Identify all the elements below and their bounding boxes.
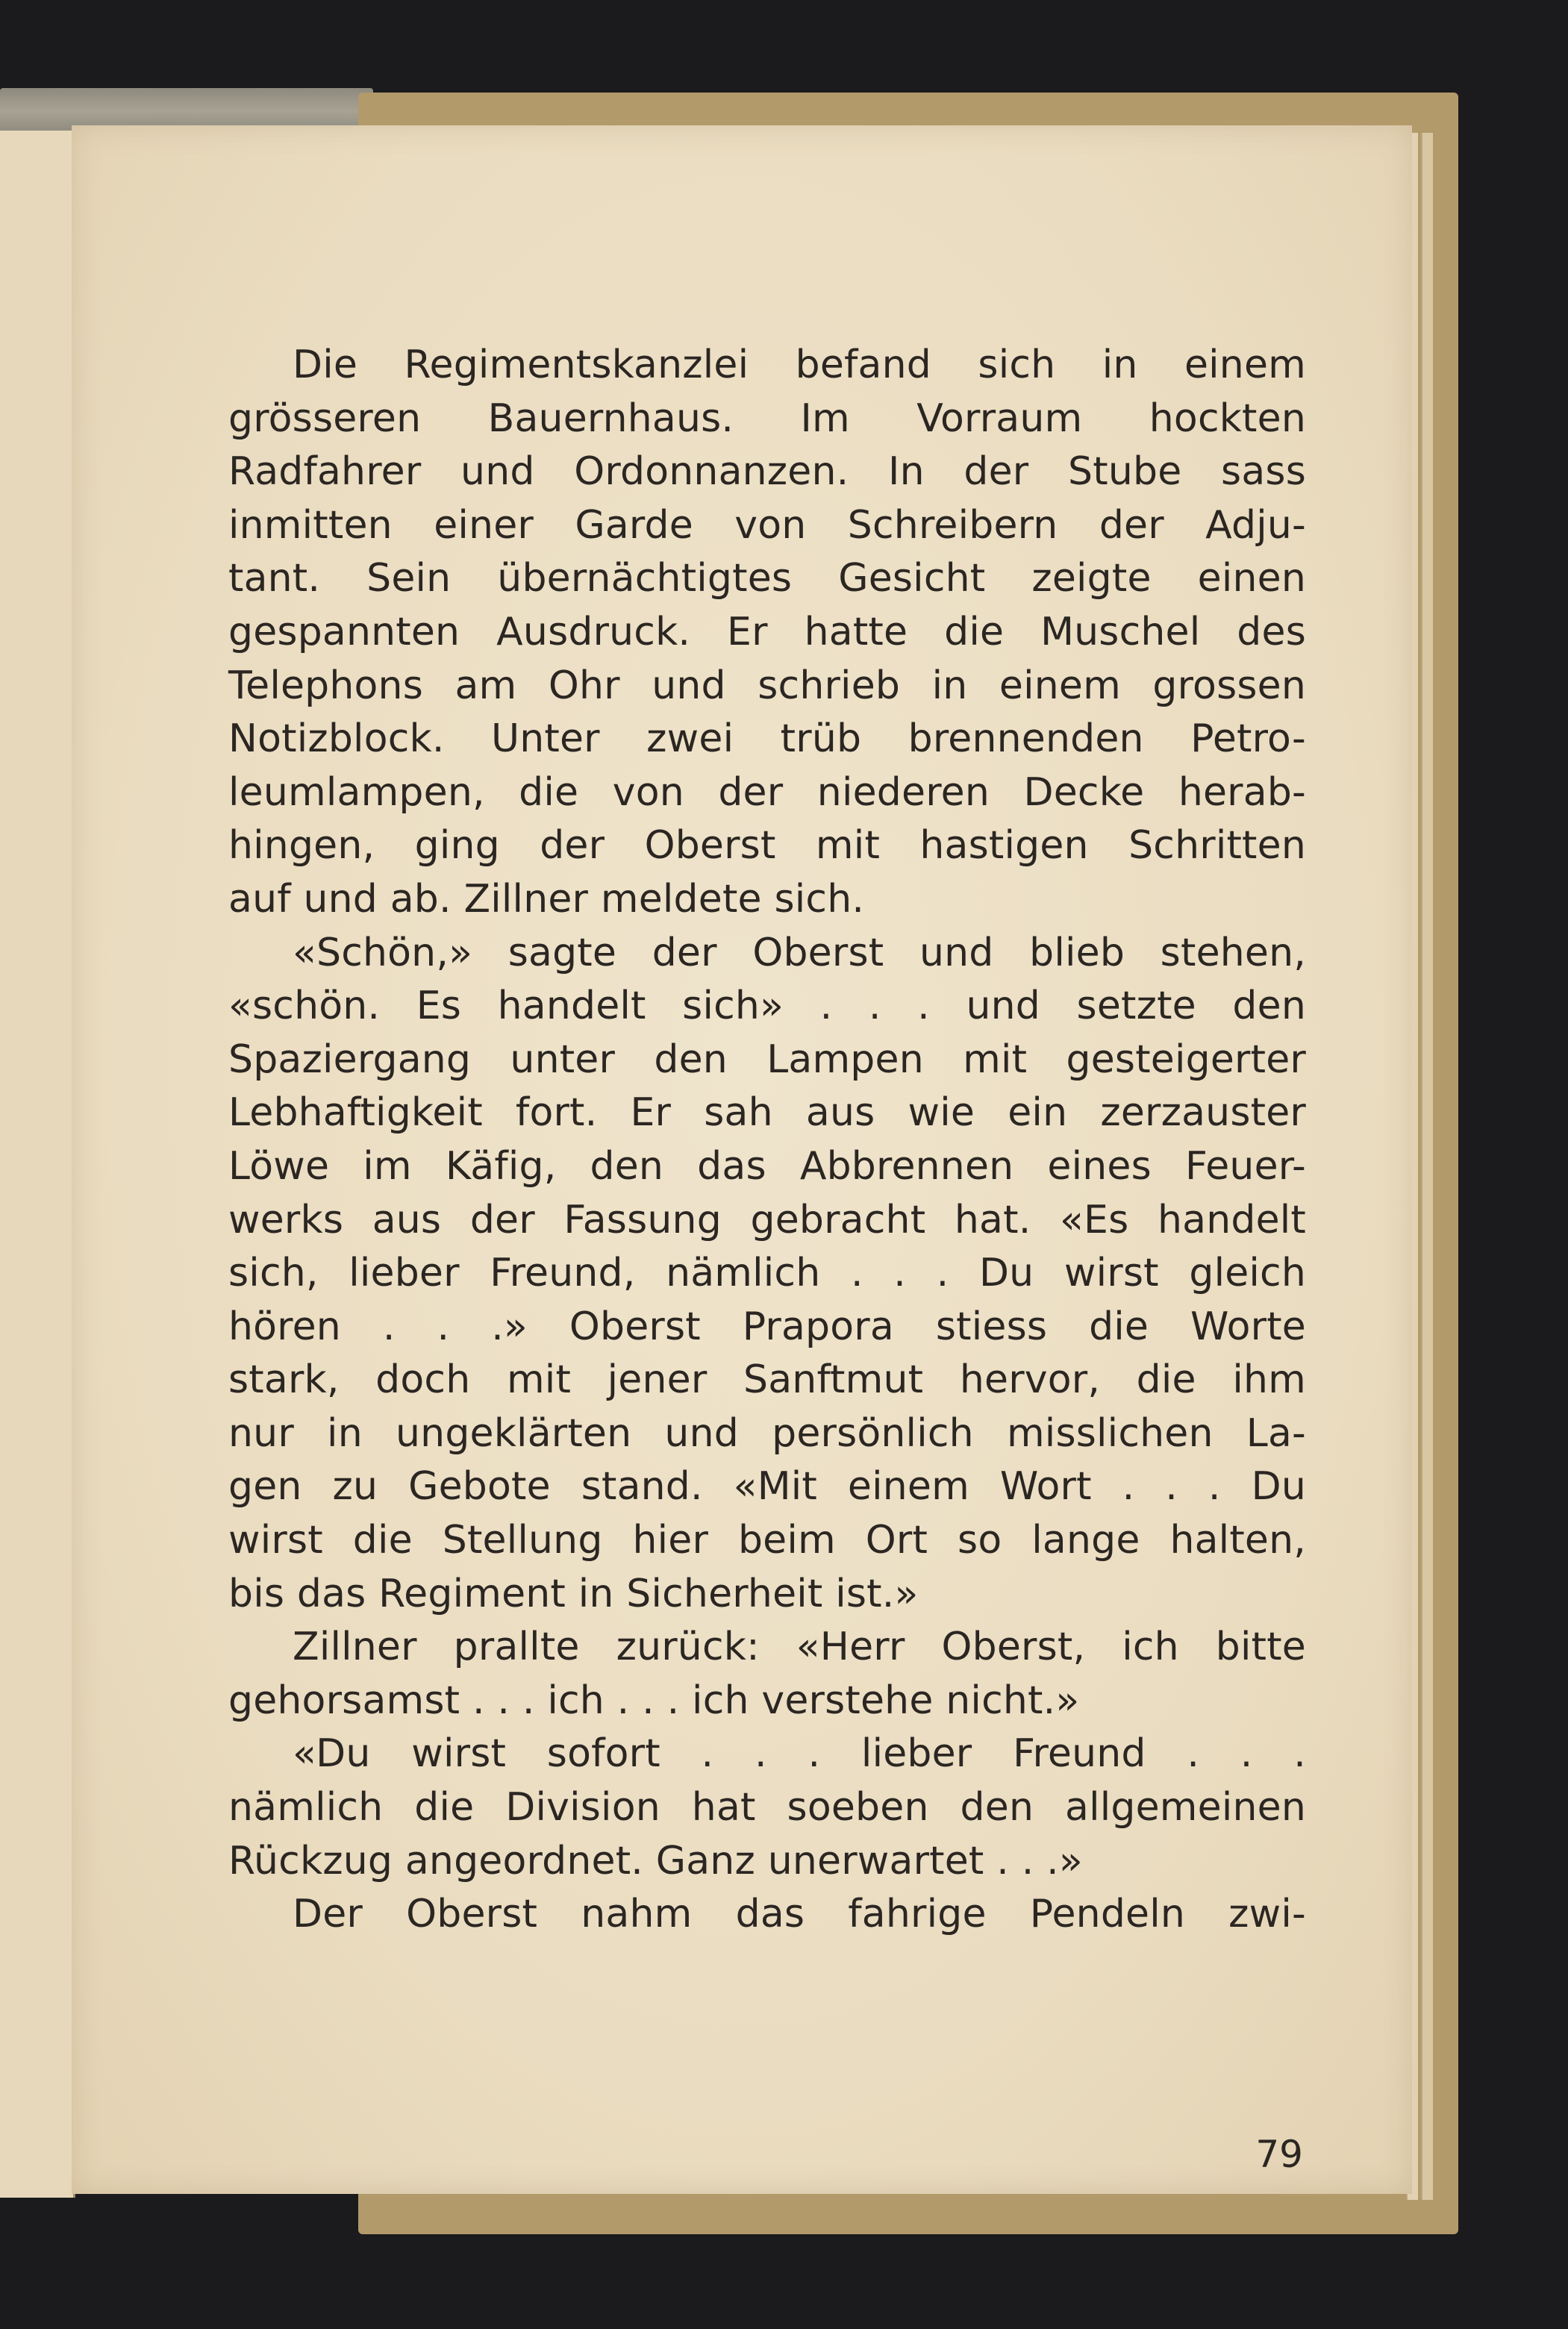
- text-line: grösseren Bauernhaus. Im Vorraum hockten: [228, 396, 1306, 441]
- text-line: nämlich die Division hat soeben den allgemeinen: [228, 1785, 1306, 1831]
- text-line: hingen, ging der Oberst mit hastigen Schritten: [228, 823, 1306, 869]
- page-stack-edge: [1421, 133, 1433, 2200]
- page-number: 79: [1255, 2133, 1303, 2176]
- left-facing-page: [0, 131, 75, 2198]
- body-text: [228, 339, 1306, 1942]
- text-line: bis das Regiment in Sicherheit ist.»: [228, 1571, 919, 1616]
- text-line: Spaziergang unter den Lampen mit gesteigerter: [228, 1037, 1306, 1082]
- text-line: Der Oberst nahm das fahrige Pendeln zwi-: [293, 1892, 1306, 1937]
- text-line: sich, lieber Freund, nämlich . . . Du wirst gleich: [228, 1251, 1306, 1296]
- text-line: nur in ungeklärten und persönlich misslichen La-: [228, 1410, 1306, 1456]
- text-line: Löwe im Käfig, den das Abbrennen eines Feuer-: [228, 1143, 1306, 1189]
- text-line: Telephons am Ohr und schrieb in einem grossen: [228, 663, 1306, 708]
- text-line: gespannten Ausdruck. Er hatte die Muschel des: [228, 609, 1306, 654]
- text-line: «Schön,» sagte der Oberst und blieb stehen,: [293, 930, 1306, 975]
- text-line: Rückzug angeordnet. Ganz unerwartet . . .»: [228, 1838, 1083, 1883]
- text-line: stark, doch mit jener Sanftmut hervor, die ihm: [228, 1357, 1306, 1403]
- text-line: wirst die Stellung hier beim Ort so lange halten,: [228, 1518, 1306, 1563]
- text-line: Zillner prallte zurück: «Herr Oberst, ich bitte: [293, 1625, 1306, 1670]
- text-line: Radfahrer und Ordonnanzen. In der Stube sass: [228, 449, 1306, 495]
- text-line: Lebhaftigkeit fort. Er sah aus wie ein zerzauster: [228, 1090, 1306, 1136]
- text-line: leumlampen, die von der niederen Decke herab-: [228, 769, 1306, 815]
- text-line: hören . . .» Oberst Prapora stiess die Worte: [228, 1304, 1306, 1349]
- text-line: «Du wirst sofort . . . lieber Freund . . .: [293, 1731, 1306, 1777]
- book-page: [72, 125, 1412, 2194]
- text-line: Die Regimentskanzlei befand sich in einem: [293, 343, 1306, 387]
- text-line: gen zu Gebote stand. «Mit einem Wort . . . Du: [228, 1464, 1306, 1510]
- text-line: «schön. Es handelt sich» . . . und setzte den: [228, 984, 1306, 1029]
- text-line: gehorsamst . . . ich . . . ich verstehe nicht.»: [228, 1678, 1080, 1723]
- text-line: tant. Sein übernächtigtes Gesicht zeigte einen: [228, 556, 1306, 601]
- text-line: Notizblock. Unter zwei trüb brennenden Petro-: [228, 716, 1306, 762]
- text-line: auf und ab. Zillner meldete sich.: [228, 876, 865, 922]
- text-line: werks aus der Fassung gebracht hat. «Es handelt: [228, 1197, 1306, 1242]
- text-line: inmitten einer Garde von Schreibern der Adju-: [228, 502, 1306, 548]
